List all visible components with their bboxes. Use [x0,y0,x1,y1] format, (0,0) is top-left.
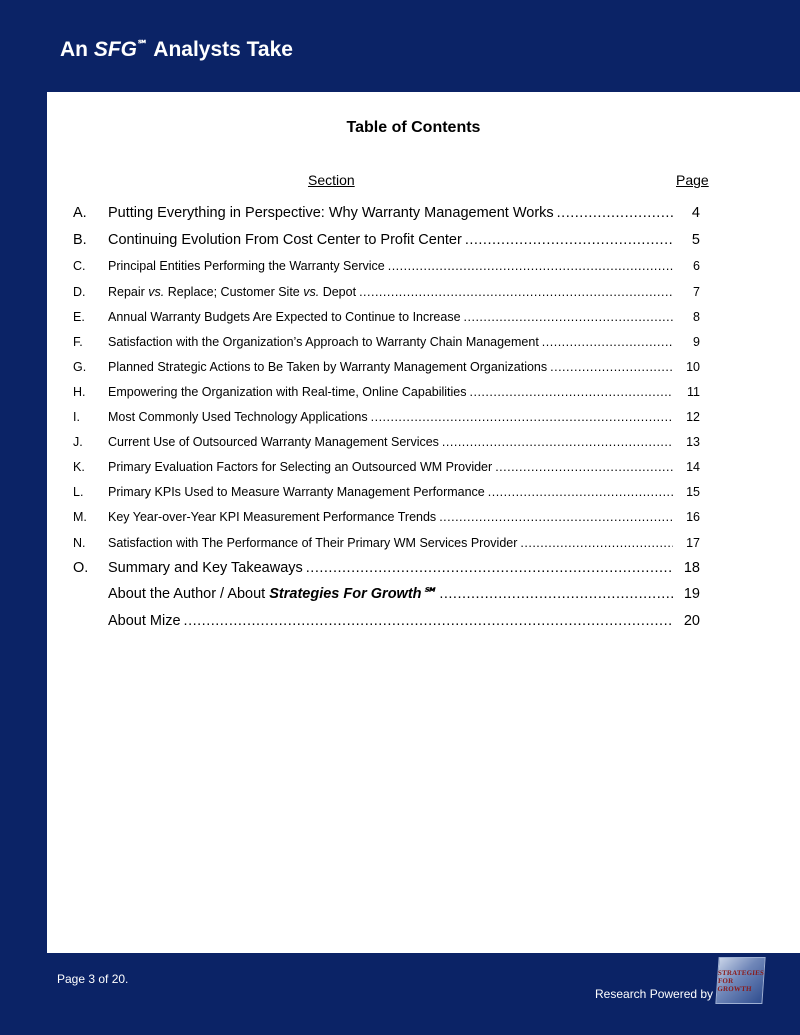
toc-entry-l[interactable] [73,485,700,499]
toc-entry-title: Satisfaction with The Performance of Their Primary WM Services Provider [108,536,518,550]
toc-entry-b[interactable] [73,232,700,248]
dot-leader [442,435,673,449]
toc-entry-e[interactable] [73,310,700,324]
toc-letter: L. [73,485,84,499]
toc-entry-o[interactable] [73,560,700,576]
toc-page-number: 17 [686,536,700,550]
dot-leader [371,410,673,424]
dot-leader [439,510,673,524]
toc-page-number: 4 [691,205,700,221]
toc-letter: I. [73,410,80,424]
toc-letter: E. [73,310,85,324]
toc-page-number: 20 [683,613,700,629]
toc-letter: G. [73,360,87,374]
toc-entry-title: Current Use of Outsourced Warranty Management Services [108,435,439,449]
toc-entry-title [108,586,436,602]
title-prefix: An [60,38,94,61]
dot-leader [470,385,673,399]
service-mark: ℠ [137,39,149,51]
title-part: About the Author / About [108,586,270,602]
toc-letter: D. [73,285,86,299]
toc-entry-title [108,285,356,299]
brand-name: SFG [93,38,137,61]
toc-entry-title: About Mize [108,613,181,629]
toc-entry-title: Putting Everything in Perspective: Why Warranty Management Works [108,205,554,221]
title-part: Depot [319,285,357,299]
toc-page-number: 6 [693,259,700,273]
toc-page-number: 7 [693,285,700,299]
toc-entry-title: Primary KPIs Used to Measure Warranty Management Performance [108,485,485,499]
toc-letter: J. [73,435,83,449]
section-column-header: Section [308,172,355,188]
toc-entry-c[interactable] [73,259,700,273]
dot-leader [550,360,673,374]
title-part-italic: vs. [303,285,320,299]
toc-entry-a[interactable] [73,205,700,221]
report-header-title [60,38,293,62]
dot-leader [388,259,673,273]
toc-entry-title: Continuing Evolution From Cost Center to Profit Center [108,232,462,248]
toc-letter: F. [73,335,83,349]
toc-entry-title: Key Year-over-Year KPI Measurement Performance Trends [108,510,437,524]
toc-page-number: 16 [686,510,700,524]
toc-page-number: 15 [686,485,700,499]
toc-page-number: 18 [683,560,700,576]
dot-leader [184,613,673,629]
dot-leader [439,586,673,602]
toc-title: Table of Contents [346,119,481,136]
toc-letter: O. [73,560,89,576]
dot-leader [557,205,673,221]
toc-page-number: 11 [687,385,700,399]
toc-entry-n[interactable] [73,536,700,550]
title-brand: Strategies For Growth [269,586,422,602]
toc-letter: N. [73,536,86,550]
title-part: Replace; Customer Site [164,285,304,299]
toc-entry-title: Principal Entities Performing the Warranty Service [108,259,385,273]
toc-page-number: 8 [693,310,700,324]
dot-leader [359,285,673,299]
toc-entry-h[interactable] [73,385,700,399]
toc-entry-title: Annual Warranty Budgets Are Expected to Continue to Increase [108,310,461,324]
toc-letter: K. [73,460,85,474]
toc-page-number: 9 [693,335,700,349]
toc-entry-i[interactable] [73,410,700,424]
toc-entry-f[interactable] [73,335,700,349]
toc-entry-g[interactable] [73,360,700,374]
page-indicator: Page 3 of 20. [57,972,129,986]
title-part: Repair [108,285,149,299]
page-column-header: Page [676,172,709,188]
dot-leader [495,460,673,474]
research-powered-by: Research Powered by [595,987,714,1001]
dot-leader [465,232,673,248]
strategies-for-growth-logo [715,957,765,1004]
dot-leader [488,485,673,499]
document-page [47,92,800,953]
toc-entry-about-mize[interactable] [73,613,700,629]
toc-entry-j[interactable] [73,435,700,449]
toc-entry-title: Most Commonly Used Technology Applications [108,410,368,424]
title-part-italic: vs. [148,285,165,299]
toc-letter: A. [73,205,87,221]
toc-entry-title: Summary and Key Takeaways [108,560,303,576]
toc-entry-about-author[interactable] [73,586,700,602]
toc-letter: M. [73,510,87,524]
toc-letter: H. [73,385,86,399]
service-mark: ℠ [421,586,437,602]
toc-page-number: 10 [686,360,700,374]
toc-entry-title: Primary Evaluation Factors for Selecting an Outsourced WM Provider [108,460,493,474]
toc-page-number: 5 [691,232,700,248]
logo-text-line: FOR GROWTH [717,976,752,993]
toc-page-number: 14 [686,460,700,474]
toc-entry-m[interactable] [73,510,700,524]
toc-entry-d[interactable] [73,285,700,299]
toc-entry-title: Empowering the Organization with Real-time, Online Capabilities [108,385,467,399]
toc-page-number: 12 [686,410,700,424]
dot-leader [464,310,673,324]
title-suffix: Analysts Take [148,38,293,61]
toc-page-number: 19 [683,586,700,602]
toc-entry-title: Planned Strategic Actions to Be Taken by Warranty Management Organizations [108,360,548,374]
toc-entry-k[interactable] [73,460,700,474]
logo-text-line: STRATEGIES [717,968,765,977]
dot-leader [542,335,673,349]
toc-entry-title: Satisfaction with the Organization’s Approach to Warranty Chain Management [108,335,539,349]
toc-letter: B. [73,232,87,248]
toc-letter: C. [73,259,86,273]
dot-leader [520,536,673,550]
toc-page-number: 13 [686,435,700,449]
dot-leader [306,560,673,576]
